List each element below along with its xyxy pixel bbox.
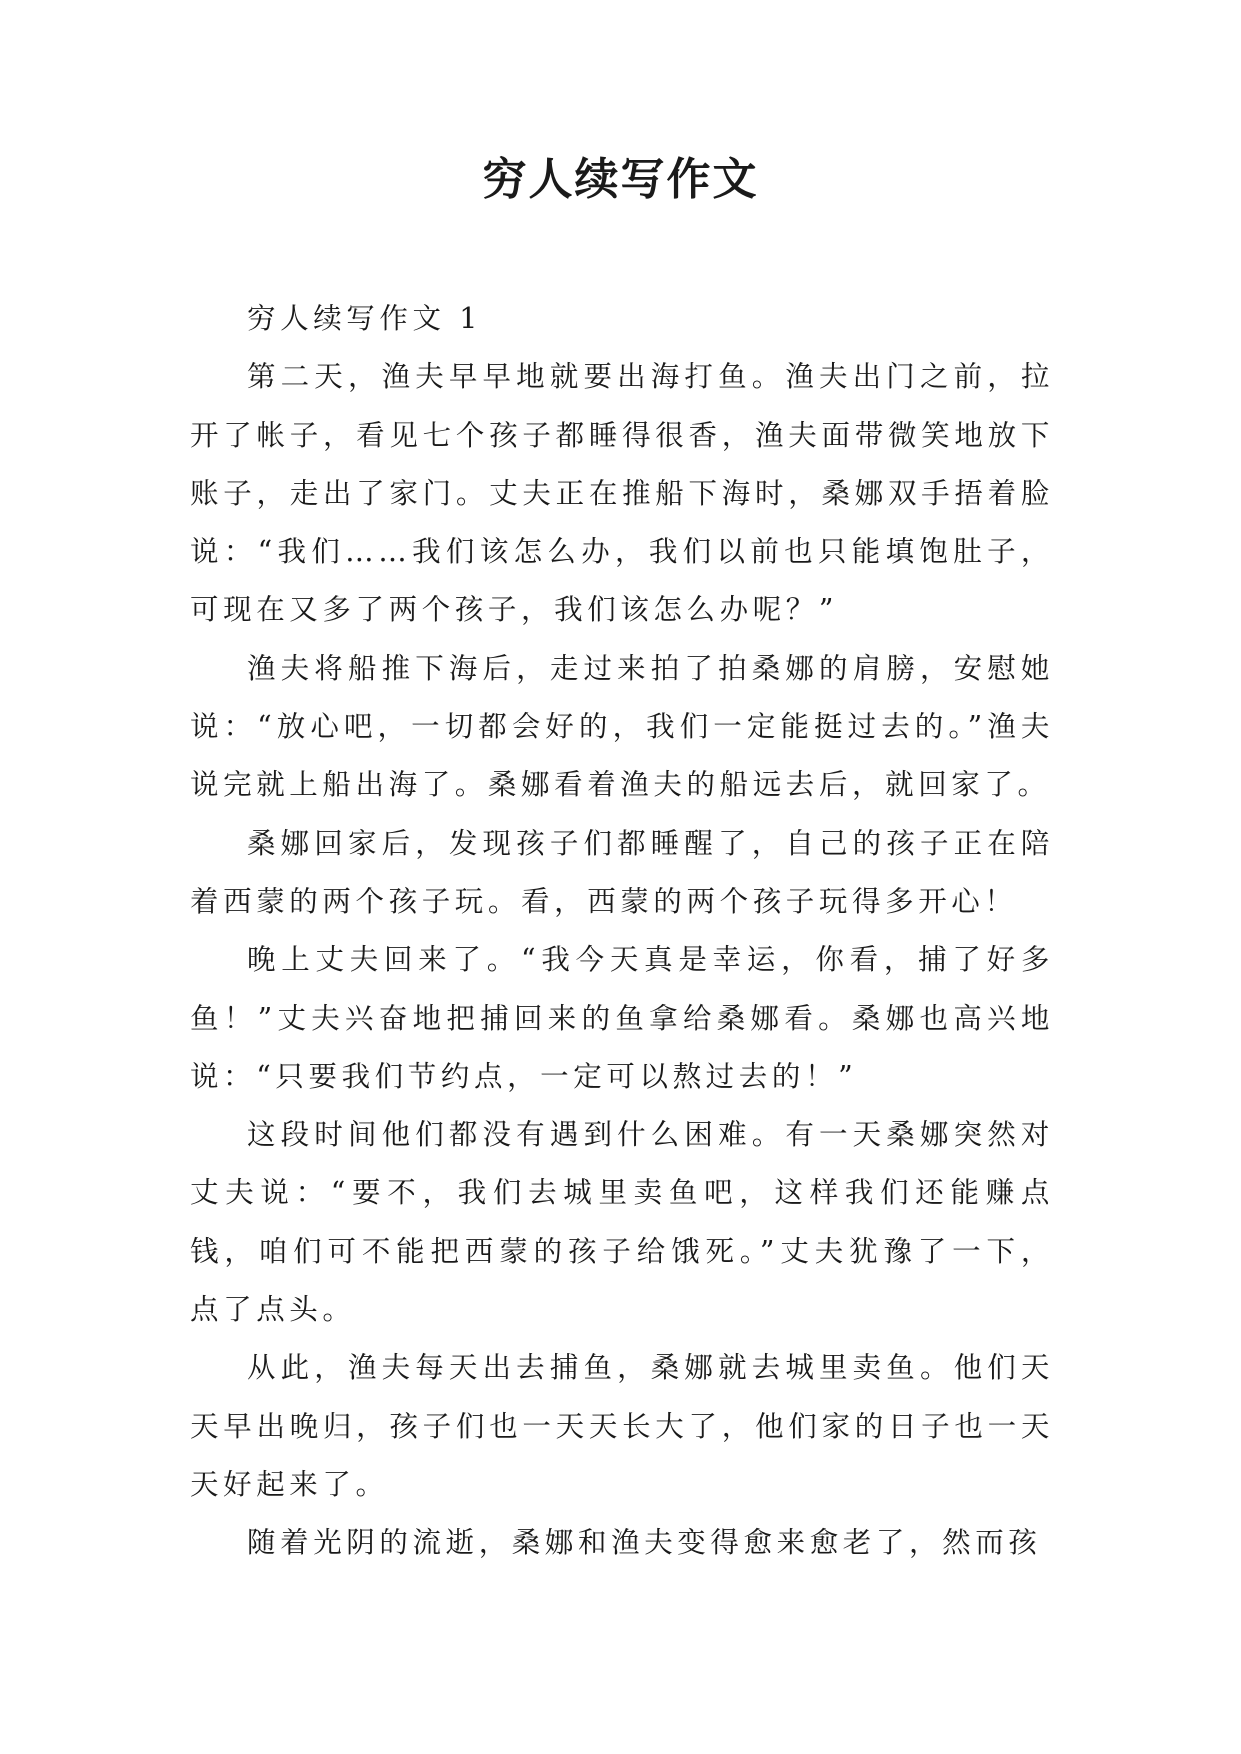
- document-body: [190, 290, 1054, 1573]
- section-heading: 穷人续写作文 1: [247, 302, 482, 335]
- paragraph: 从此，渔夫每天出去捕鱼，桑娜就去城里卖鱼。他们天天早出晚归，孩子们也一天天长大了，他们家的日子也一天天好起来了。: [190, 1351, 1054, 1501]
- paragraph: 晚上丈夫回来了。“我今天真是幸运，你看，捕了好多鱼！”丈夫兴奋地把捕回来的鱼拿给桑娜看。桑娜也高兴地说：“只要我们节约点，一定可以熬过去的！”: [190, 943, 1054, 1093]
- paragraph: 渔夫将船推下海后，走过来拍了拍桑娜的肩膀，安慰她说：“放心吧，一切都会好的，我们一定能挺过去的。”渔夫说完就上船出海了。桑娜看着渔夫的船远去后，就回家了。: [190, 651, 1054, 802]
- document-title: 穷人续写作文: [482, 154, 759, 205]
- paragraph: 第二天，渔夫早早地就要出海打鱼。渔夫出门之前，拉开了帐子，看见七个孩子都睡得很香，渔夫面带微笑地放下账子，走出了家门。丈夫正在推船下海时，桑娜双手捂着脸说：“我们……我们该怎么办，我们以前也只能填饱肚子，可现在又多了两个孩子，我们该怎么办呢？”: [190, 360, 1054, 627]
- paragraph: 这段时间他们都没有遇到什么困难。有一天桑娜突然对丈夫说：“要不，我们去城里卖鱼吧，这样我们还能赚点钱，咱们可不能把西蒙的孩子给饿死。”丈夫犹豫了一下，点了点头。: [190, 1118, 1054, 1327]
- paragraph: 桑娜回家后，发现孩子们都睡醒了，自己的孩子正在陪着西蒙的两个孩子玩。看，西蒙的两个孩子玩得多开心！: [190, 826, 1054, 918]
- paragraph: 随着光阴的流逝，桑娜和渔夫变得愈来愈老了，然而孩: [247, 1526, 1042, 1560]
